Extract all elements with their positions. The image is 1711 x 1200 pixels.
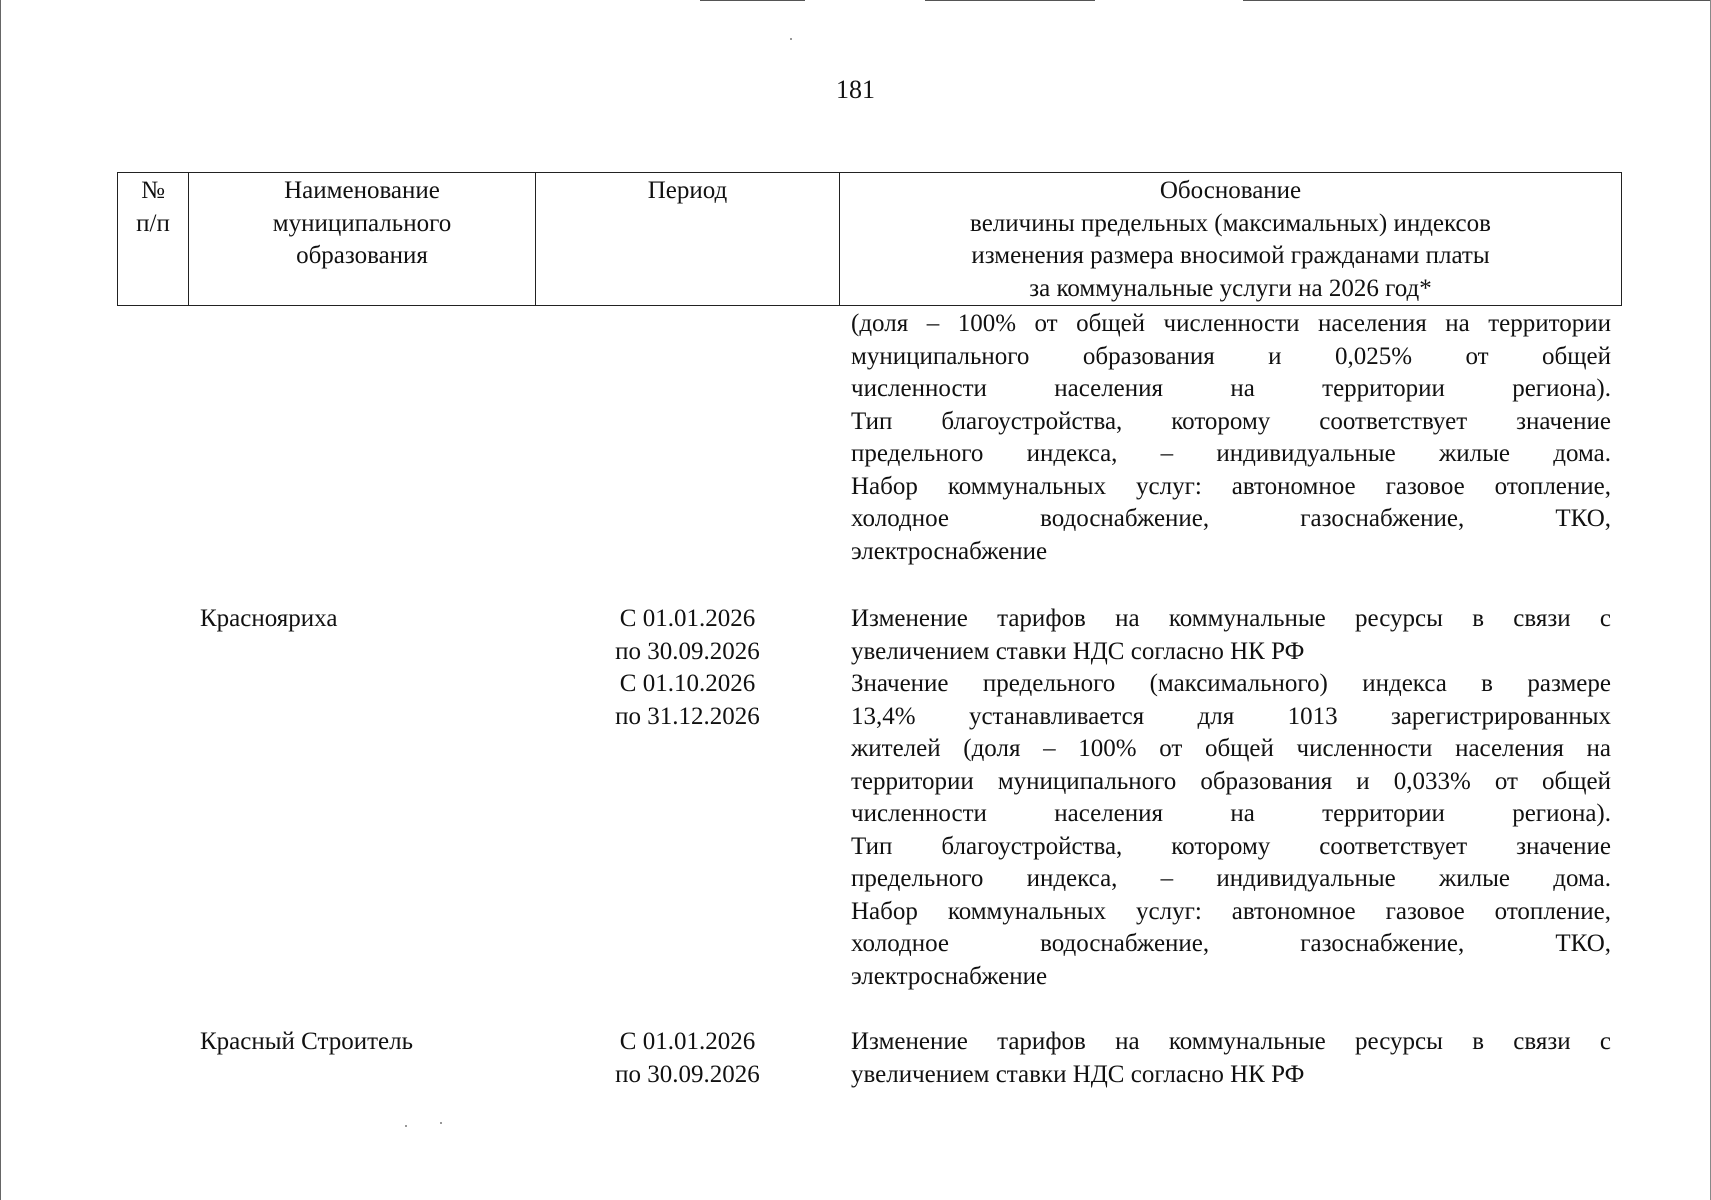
text-line: Набор коммунальных услуг: автономное газовое отопление, [851, 472, 1611, 500]
header-cell-number [118, 173, 189, 306]
period-line: С 01.01.2026 [619, 1028, 756, 1055]
text-line: Тип благоустройства, которому соответствует значение [851, 407, 1611, 435]
header-text: образования [296, 242, 428, 269]
period-cell [535, 603, 840, 733]
header-text: за коммунальные услуги на 2026 год* [1029, 274, 1432, 302]
period-line: по 30.09.2026 [615, 637, 760, 665]
text-line: (доля – 100% от общей численности населения на территории [851, 310, 1611, 337]
scan-artifact-line [925, 0, 1095, 1]
municipality-name: Красный Строитель [200, 1028, 414, 1055]
header-text: Наименование [284, 177, 440, 204]
text-line: электроснабжение [851, 537, 1048, 565]
header-text: Обоснование [1159, 177, 1302, 204]
table-header [117, 172, 1622, 306]
header-text: № [141, 177, 165, 204]
scan-artifact-line [1243, 0, 1711, 1]
text-line: предельного индекса, – индивидуальные жилые дома. [851, 865, 1611, 892]
text-line: Изменение тарифов на коммунальные ресурсы в связи с [851, 605, 1611, 632]
header-text: изменения размера вносимой гражданами платы [971, 242, 1490, 269]
basis-text [851, 1026, 1611, 1091]
text-line: холодное водоснабжение, газоснабжение, ТКО, [851, 930, 1611, 957]
header-text: муниципального [272, 209, 452, 237]
scan-artifact-line [700, 0, 805, 1]
text-line: предельного индекса, – индивидуальные жилые дома. [851, 440, 1611, 467]
header-text: Период [647, 177, 728, 204]
scan-speck [440, 1122, 442, 1124]
page-number: 181 [836, 75, 875, 104]
header-text: величины предельных (максимальных) индексов [970, 209, 1491, 237]
text-line: электроснабжение [851, 962, 1048, 990]
header-text: п/п [136, 209, 170, 237]
text-line: численности населения на территории региона). [851, 375, 1611, 402]
basis-text [851, 603, 1611, 993]
text-line: муниципального образования и 0,025% от общей [851, 342, 1611, 370]
text-line: территории муниципального образования и 0,033% от общей [851, 767, 1611, 795]
basis-text [851, 308, 1611, 568]
header-cell-name [189, 173, 536, 306]
text-line: холодное водоснабжение, газоснабжение, ТКО, [851, 505, 1611, 532]
period-cell [535, 1026, 840, 1091]
scan-speck [790, 38, 792, 40]
header-cell-period [536, 173, 840, 306]
period-line: С 01.01.2026 [619, 605, 756, 632]
period-line: по 31.12.2026 [615, 702, 760, 730]
text-line: увеличением ставки НДС согласно НК РФ [851, 637, 1305, 665]
header-cell-basis [840, 173, 1622, 306]
text-line: Набор коммунальных услуг: автономное газовое отопление, [851, 897, 1611, 925]
text-line: Значение предельного (максимального) индекса в размере [851, 670, 1611, 697]
text-line: 13,4% устанавливается для 1013 зарегистрированных [851, 702, 1611, 730]
text-line: численности населения на территории региона). [851, 800, 1611, 827]
scan-left-edge [0, 0, 1, 1200]
text-line: Изменение тарифов на коммунальные ресурсы в связи с [851, 1028, 1611, 1055]
text-line: увеличением ставки НДС согласно НК РФ [851, 1060, 1305, 1088]
scan-speck [405, 1125, 407, 1127]
text-line: жителей (доля – 100% от общей численности населения на [851, 735, 1611, 762]
text-line: Тип благоустройства, которому соответствует значение [851, 832, 1611, 860]
municipality-name: Краснояриха [200, 605, 338, 632]
period-line: С 01.10.2026 [619, 670, 756, 697]
period-line: по 30.09.2026 [615, 1060, 760, 1088]
